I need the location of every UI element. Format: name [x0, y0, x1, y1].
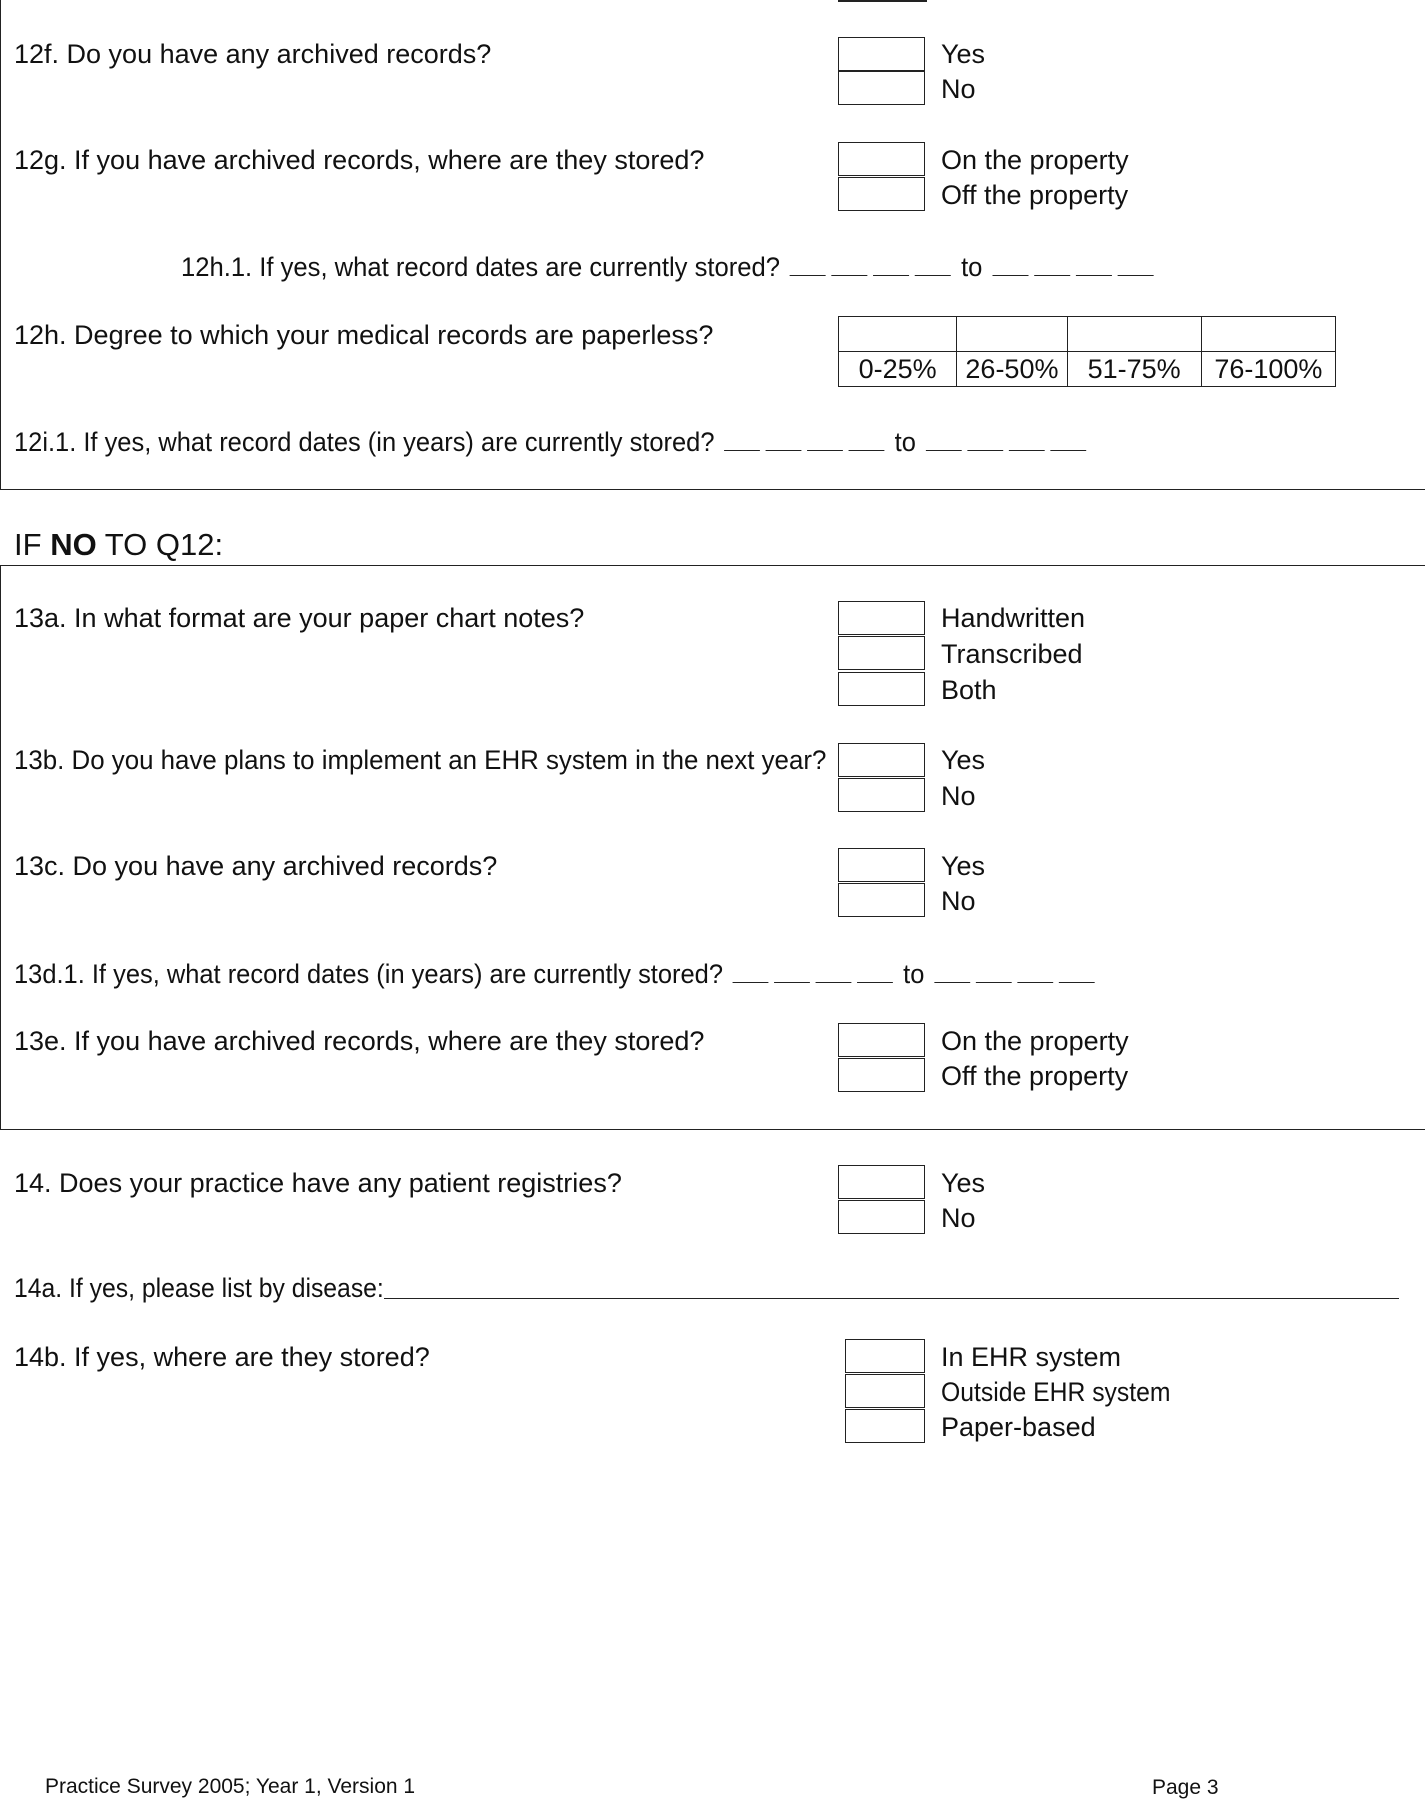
checkbox-14-yes[interactable]	[838, 1165, 925, 1199]
range-label-3: 51-75%	[1067, 352, 1201, 387]
checkbox-12f-yes[interactable]	[838, 37, 925, 71]
option-14-no: No	[941, 1203, 976, 1233]
checkbox-12f-no[interactable]	[838, 71, 925, 105]
checkbox-12g-off-property[interactable]	[838, 177, 925, 211]
range-label-2: 26-50%	[957, 352, 1067, 387]
date-blank[interactable]	[849, 424, 885, 451]
checkbox-12h-range-4[interactable]	[1201, 317, 1335, 352]
date-blank[interactable]	[766, 424, 802, 451]
question-13a: 13a. In what format are your paper chart notes?	[14, 603, 585, 633]
question-12i1-text: 12i.1. If yes, what record dates (in years) are currently stored?	[14, 427, 715, 457]
date-blank[interactable]	[915, 249, 951, 276]
checkbox-12g-on-property[interactable]	[838, 142, 925, 176]
question-13d1	[14, 956, 1097, 990]
footer-page-number: Page 3	[1152, 1776, 1219, 1799]
to-label: to	[961, 252, 983, 282]
date-blank[interactable]	[832, 249, 868, 276]
date-blank[interactable]	[1059, 956, 1095, 983]
question-12h1-text: 12h.1. If yes, what record dates are currently stored?	[181, 252, 780, 282]
option-14b-outside-ehr: Outside EHR system	[941, 1377, 1171, 1407]
date-blank[interactable]	[733, 956, 769, 983]
option-13c-no: No	[941, 886, 976, 916]
range-label-1: 0-25%	[839, 352, 957, 387]
question-12i1	[14, 424, 1089, 458]
date-blank[interactable]	[934, 956, 970, 983]
heading-prefix: IF	[14, 527, 42, 562]
checkbox-12h-range-3[interactable]	[1067, 317, 1201, 352]
checkbox-13b-no[interactable]	[838, 778, 925, 812]
option-13b-yes: Yes	[941, 745, 986, 775]
checkbox-14b-in-ehr[interactable]	[845, 1339, 925, 1373]
option-14b-in-ehr: In EHR system	[941, 1342, 1122, 1372]
date-blank[interactable]	[1076, 249, 1112, 276]
date-blank[interactable]	[857, 956, 893, 983]
checkbox-12h-range-1[interactable]	[839, 317, 957, 352]
date-blank[interactable]	[926, 424, 962, 451]
date-blank[interactable]	[1034, 249, 1070, 276]
option-13e-off-property: Off the property	[941, 1061, 1129, 1091]
option-13b-no: No	[941, 781, 976, 811]
question-14: 14. Does your practice have any patient registries?	[14, 1168, 622, 1198]
option-12f-yes: Yes	[941, 39, 986, 69]
date-blank[interactable]	[807, 424, 843, 451]
option-14b-paper-based: Paper-based	[941, 1412, 1096, 1442]
checkbox-13a-handwritten[interactable]	[838, 601, 925, 635]
question-13b: 13b. Do you have plans to implement an EHR system in the next year?	[14, 745, 827, 775]
checkbox-13b-yes[interactable]	[838, 743, 925, 777]
heading-suffix: TO Q12:	[104, 527, 224, 562]
date-blank[interactable]	[1009, 424, 1045, 451]
checkbox-13a-both[interactable]	[838, 672, 925, 706]
checkbox-13e-on-property[interactable]	[838, 1023, 925, 1057]
to-label: to	[894, 427, 916, 457]
top-checkbox-edge	[838, 0, 927, 2]
checkbox-12h-range-2[interactable]	[957, 317, 1067, 352]
question-12f: 12f. Do you have any archived records?	[14, 39, 492, 69]
date-blank[interactable]	[976, 956, 1012, 983]
option-13e-on-property: On the property	[941, 1026, 1129, 1056]
option-12g-off-property: Off the property	[941, 180, 1129, 210]
date-blank[interactable]	[967, 424, 1003, 451]
question-14a: 14a. If yes, please list by disease:	[14, 1273, 384, 1303]
to-label: to	[903, 959, 925, 989]
date-blank[interactable]	[1050, 424, 1086, 451]
question-14b: 14b. If yes, where are they stored?	[14, 1342, 430, 1372]
section-12-frame	[0, 0, 1425, 490]
date-blank[interactable]	[873, 249, 909, 276]
footer-left: Practice Survey 2005; Year 1, Version 1	[45, 1775, 416, 1798]
option-13a-both: Both	[941, 675, 997, 705]
question-13c: 13c. Do you have any archived records?	[14, 851, 498, 881]
option-14-yes: Yes	[941, 1168, 986, 1198]
option-12f-no: No	[941, 74, 976, 104]
option-13c-yes: Yes	[941, 851, 986, 881]
heading-bold: NO	[50, 527, 97, 562]
date-blank[interactable]	[724, 424, 760, 451]
checkbox-13a-transcribed[interactable]	[838, 636, 925, 670]
date-blank[interactable]	[992, 249, 1028, 276]
question-13d1-text: 13d.1. If yes, what record dates (in years) are currently stored?	[14, 959, 724, 989]
checkbox-14b-paper-based[interactable]	[845, 1409, 925, 1443]
option-13a-handwritten: Handwritten	[941, 603, 1086, 633]
option-12g-on-property: On the property	[941, 145, 1129, 175]
checkbox-14-no[interactable]	[838, 1200, 925, 1234]
checkbox-13e-off-property[interactable]	[838, 1058, 925, 1092]
date-blank[interactable]	[816, 956, 852, 983]
date-blank[interactable]	[1017, 956, 1053, 983]
date-blank[interactable]	[1118, 249, 1154, 276]
checkbox-13c-yes[interactable]	[838, 848, 925, 882]
range-label-4: 76-100%	[1201, 352, 1335, 387]
paperless-range-table	[838, 316, 1336, 387]
date-blank[interactable]	[774, 956, 810, 983]
checkbox-14b-outside-ehr[interactable]	[845, 1374, 925, 1408]
option-13a-transcribed: Transcribed	[941, 639, 1083, 669]
checkbox-13c-no[interactable]	[838, 883, 925, 917]
disease-list-line[interactable]	[384, 1298, 1399, 1299]
date-blank[interactable]	[790, 249, 826, 276]
question-12h: 12h. Degree to which your medical records are paperless?	[14, 320, 714, 350]
question-12g: 12g. If you have archived records, where are they stored?	[14, 145, 705, 175]
question-12h1	[181, 249, 1156, 283]
section-13-heading	[14, 527, 223, 563]
question-13e: 13e. If you have archived records, where are they stored?	[14, 1026, 705, 1056]
